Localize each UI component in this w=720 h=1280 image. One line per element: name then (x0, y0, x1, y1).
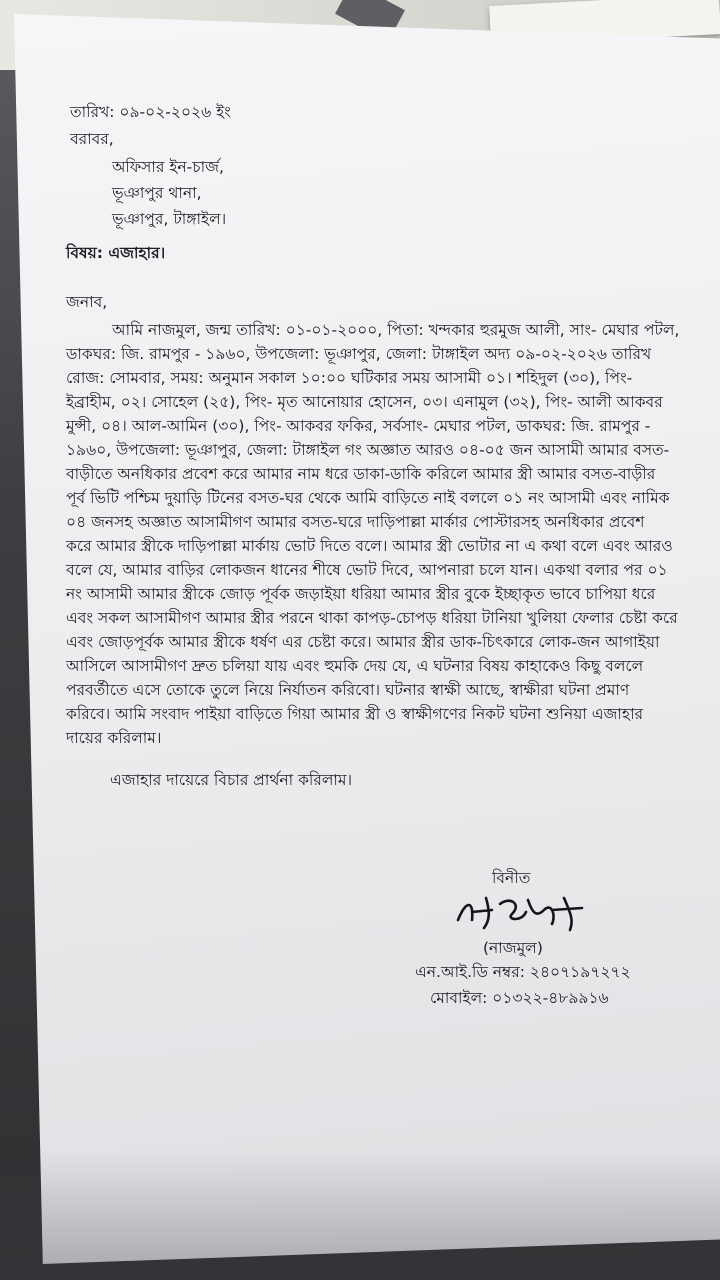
body-line: আসিলে আসামীগণ দ্রুত চলিয়া যায় এবং হুমকি দেয় যে, এ ঘটনার বিষয় কাহাকেও কিছু বললে (66, 657, 644, 675)
body-line: করিবে। আমি সংবাদ পাইয়া বাড়িতে গিয়া আমার স্ত্রী ও স্বাক্ষীগণের নিকট ঘটনা শুনিয়া এজাহার (66, 705, 644, 723)
mobile-line: মোবাইল: ০১৩২২-৪৮৯৯১৬ (430, 989, 609, 1007)
body-line: পরবর্তীতে এসে তোকে তুলে নিয়ে নির্যাতন করিবো। ঘটনার স্বাক্ষী আছে, স্বাক্ষীরা ঘটনা প্রমাণ (66, 681, 630, 699)
to-label: বরাবর, (70, 130, 114, 148)
signature-name: (নাজমুল) (483, 939, 543, 957)
salutation: জনাব, (66, 293, 108, 311)
handwritten-signature (452, 890, 592, 938)
body-line: পূর্ব ভিটি পশ্চিম দুয়াড়ি টিনের বসত-ঘর থেকে আমি বাড়িতে নাই বললে ০১ নং আসামী এবং নামিক (66, 489, 670, 507)
closing-request: এজাহার দায়েরে বিচার প্রার্থনা করিলাম। (110, 771, 353, 789)
body-line: আমি নাজমুল, জন্ম তারিখ: ০১-০১-২০০০, পিতা: খন্দকার হুরমুজ আলী, সাং- মেঘার পটল, (112, 321, 680, 339)
body-line: ০৪ জনসহ অজ্ঞাত আসামীগণ আমার বসত-ঘরে দাড়িপাল্লা মার্কার পোস্টারসহ অনধিকার প্রবেশ (66, 513, 645, 531)
date-line: তারিখ: ০৯-০২-২০২৬ ইং (70, 103, 231, 121)
nid-line: এন.আই.ডি নম্বর: ২৪০৭১৯৭২৭২ (415, 963, 631, 981)
body-line: ১৯৬০, উপজেলা: ভূঞাপুর, জেলা: টাঙ্গাইল গং অজ্ঞাত আরও ০৪-০৫ জন আসামী আমার বসত- (66, 441, 670, 459)
recipient-line: ভূঞাপুর, টাঙ্গাইল। (112, 210, 227, 228)
body-line: রোজ: সোমবার, সময়: অনুমান সকাল ১০:০০ ঘটিকার সময় আসামী ০১। শহিদুল (৩০), পিং- (66, 369, 633, 387)
body-line: বাড়ীতে অনধিকার প্রবেশ করে আমার নাম ধরে ডাকা-ডাকি করিলে আমার স্ত্রী আমার বসত-বাড়ীর (66, 465, 656, 483)
body-line: ডাকঘর: জি. রামপুর - ১৯৬০, উপজেলা: ভূঞাপুর, জেলা: টাঙ্গাইল অদ্য ০৯-০২-২০২৬ তারিখ (66, 345, 652, 363)
recipient-line: ভূঞাপুর থানা, (112, 184, 202, 202)
subject-line: বিষয়: এজাহার। (66, 244, 166, 262)
body-line: মুন্সী, ০৪। আল-আমিন (৩০), পিং- আকবর ফকির, সর্বসাং- মেঘার পটল, ডাকঘর: জি. রামপুর - (66, 417, 651, 435)
recipient-line: অফিসার ইন-চার্জ, (112, 158, 224, 176)
valediction: বিনীত (492, 869, 531, 887)
body-line: দায়ের করিলাম। (66, 729, 162, 747)
body-line: এবং জোড়পূর্বক আমার স্ত্রীকে ধর্ষণ এর চেষ্টা করে। আমার স্ত্রীর ডাক-চিৎকারে লোক-জন আগাইয়া (66, 633, 660, 651)
body-line: নং আসামী আমার স্ত্রীকে জোড় পূর্বক জড়াইয়া ধরিয়া আমার স্ত্রীর বুকে ইচ্ছাকৃত ভাবে চাপিয়া ধরে (66, 585, 656, 603)
body-line: এবং সকল আসামীগণ আমার স্ত্রীর পরনে থাকা কাপড়-চোপড় ধরিয়া টানিয়া খুলিয়া ফেলার চেষ্টা করে (66, 609, 678, 627)
body-line: করে আমার স্ত্রীকে দাড়িপাল্লা মার্কায় ভোট দিতে বলে। আমার স্ত্রী ভোটার না এ কথা বলে এবং আরও (66, 537, 673, 555)
body-line: বলে যে, আমার বাড়ির লোকজন ধানের শীষে ভোট দিবে, আপনারা চলে যান। একথা বলার পর ০১ (66, 561, 668, 579)
body-line: ইব্রাহীম, ০২। সোহেল (২৫), পিং- মৃত আনোয়ার হোসেন, ০৩। এনামুল (৩২), পিং- আলী আকবর (66, 393, 663, 411)
